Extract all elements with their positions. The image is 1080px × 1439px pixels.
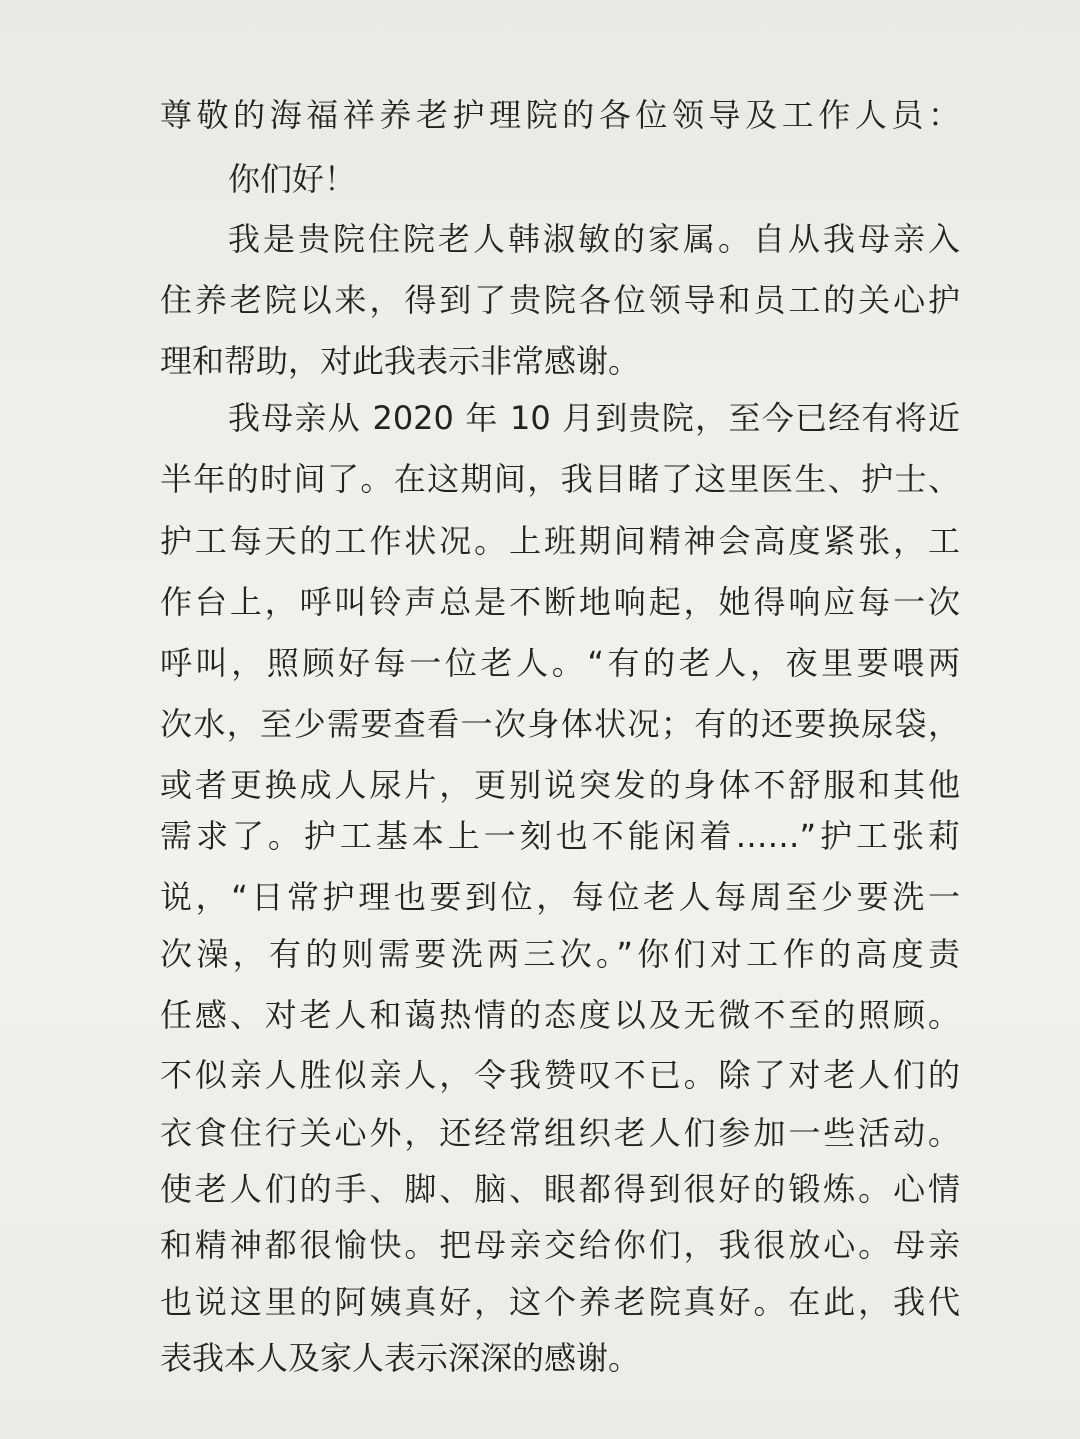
body-line: 使老人们的手、脚、脑、眼都得到很好的锻炼。心情: [160, 1170, 960, 1208]
body-line: 理和帮助，对此我表示非常感谢。: [160, 342, 641, 380]
body-line: 和精神都很愉快。把母亲交给你们，我很放心。母亲: [160, 1226, 960, 1264]
body-line: 或者更换成人尿片，更别说突发的身体不舒服和其他: [160, 766, 960, 804]
greeting-line: 你们好！: [228, 160, 357, 198]
body-line: 我母亲从 2020 年 10 月到贵院，至今已经有将近: [228, 399, 960, 437]
body-line: 次水，至少需要查看一次身体状况；有的还要换尿袋，: [160, 705, 960, 743]
body-line: 说，“日常护理也要到位，每位老人每周至少要洗一: [160, 878, 960, 916]
body-line: 不似亲人胜似亲人，令我赞叹不已。除了对老人们的: [160, 1056, 960, 1094]
body-line: 表我本人及家人表示深深的感谢。: [160, 1339, 641, 1377]
body-line: 呼叫，照顾好每一位老人。“有的老人，夜里要喂两: [160, 644, 960, 682]
body-line: 次澡，有的则需要洗两三次。”你们对工作的高度责: [160, 935, 960, 973]
body-line: 任感、对老人和蔼热情的态度以及无微不至的照顾。: [160, 996, 960, 1034]
body-line: 需求了。护工基本上一刻也不能闲着……”护工张莉: [160, 817, 960, 855]
salutation-line: 尊敬的海福祥养老护理院的各位领导及工作人员：: [160, 96, 960, 134]
body-line: 也说这里的阿姨真好，这个养老院真好。在此，我代: [160, 1283, 960, 1321]
body-line: 作台上，呼叫铃声总是不断地响起，她得响应每一次: [160, 583, 960, 621]
body-line: 护工每天的工作状况。上班期间精神会高度紧张，工: [160, 522, 960, 560]
body-line: 半年的时间了。在这期间，我目睹了这里医生、护士、: [160, 460, 960, 498]
body-line: 住养老院以来，得到了贵院各位领导和员工的关心护: [160, 281, 960, 319]
body-line: 衣食住行关心外，还经常组织老人们参加一些活动。: [160, 1114, 960, 1152]
body-line: 我是贵院住院老人韩淑敏的家属。自从我母亲入: [228, 220, 960, 258]
